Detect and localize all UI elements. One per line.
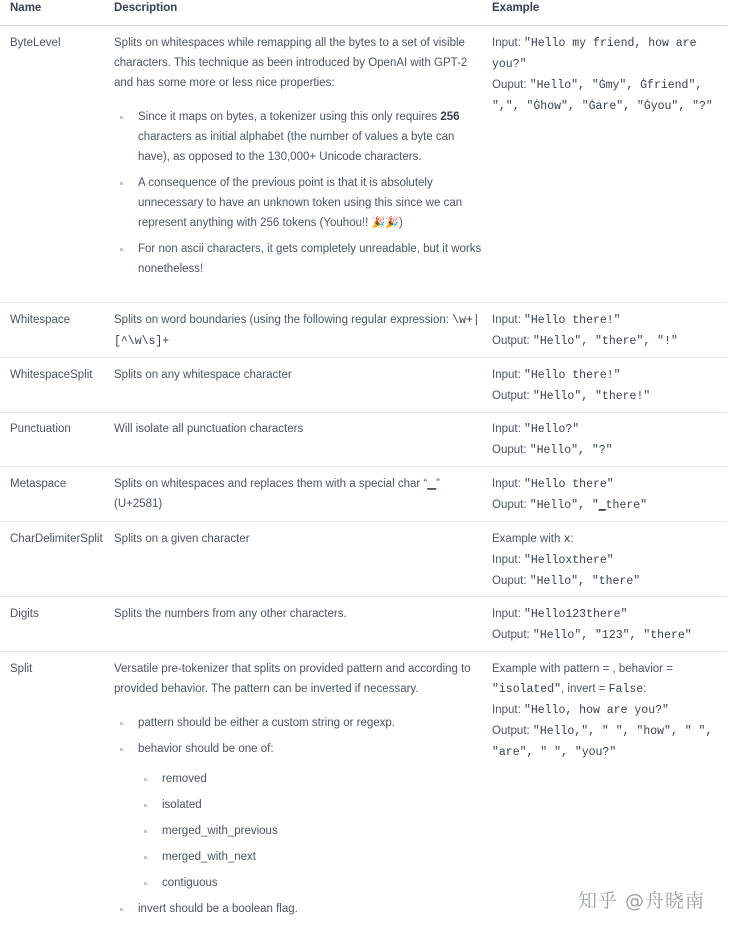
list-item: behavior should be one of: removed isolated merged_with_previous merged_with_next contiguous xyxy=(114,739,482,893)
row-name: Split xyxy=(10,663,33,675)
row-example: Input: "Hello?" Ouput: "Hello", "?" xyxy=(492,423,613,457)
list-item: Since it maps on bytes, a tokenizer using this only requires 256 characters as initial alphabet (the number of values a byte can have), as opposed to the 130,000+ Unicode characters. xyxy=(114,107,482,167)
row-example: Input: "Hello there!" Output: "Hello", "there", "!" xyxy=(492,314,678,348)
row-name: Metaspace xyxy=(10,478,67,490)
row-description: Splits the numbers from any other characters. xyxy=(114,608,347,620)
behavior-item: removed xyxy=(138,769,482,789)
row-description: Splits on whitespaces and replaces them with a special char “▁” (U+2581) xyxy=(114,478,440,510)
party-popper-icon: 🎉🎉 xyxy=(371,217,399,229)
row-description xyxy=(114,33,482,279)
list-item: pattern should be either a custom string or regexp. xyxy=(114,713,482,733)
row-example: Input: "Hello123there" Output: "Hello", "123", "there" xyxy=(492,608,692,642)
row-divider xyxy=(0,596,727,597)
behavior-item: merged_with_previous xyxy=(138,821,482,841)
behavior-list xyxy=(138,769,482,893)
row-description: Splits on word boundaries (using the following regular expression: \w+|[^\w\s]+ xyxy=(114,314,480,348)
row-name: CharDelimiterSplit xyxy=(10,533,103,545)
list-item: invert should be a boolean flag. xyxy=(114,899,482,919)
list-item: For non ascii characters, it gets completely unreadable, but it works nonetheless! xyxy=(114,239,482,279)
column-header-example: Example xyxy=(492,2,540,14)
column-header-name: Name xyxy=(10,2,42,14)
watermark: 知乎 @舟晓南 xyxy=(578,890,706,912)
column-header-description: Description xyxy=(114,2,178,14)
row-example: Example with pattern = , behavior = "isolated", invert = False: Input: "Hello, how are you?" Output: "Hello,", " ", "how", " ", "are", " ", "you?" xyxy=(492,663,713,759)
row-name: WhitespaceSplit xyxy=(10,369,93,381)
options-list xyxy=(114,713,482,919)
row-description xyxy=(114,659,482,919)
description-text: Versatile pre-tokenizer that splits on provided pattern and according to provided behavior. The pattern can be inverted if necessary. xyxy=(114,663,471,695)
properties-list xyxy=(114,107,482,279)
regex-code: \w+|[^\w\s]+ xyxy=(114,314,480,348)
row-name: Digits xyxy=(10,608,39,620)
row-example: Input: "Hello there!" Output: "Hello", "there!" xyxy=(492,369,651,403)
row-divider xyxy=(0,651,727,652)
row-name: Whitespace xyxy=(10,314,71,326)
row-name: Punctuation xyxy=(10,423,71,435)
behavior-item: contiguous xyxy=(138,873,482,893)
row-divider xyxy=(0,466,727,467)
row-example: Example with x: Input: "Helloxthere" Ouput: "Hello", "there" xyxy=(492,533,641,588)
row-example: Input: "Hello my friend, how are you?" Ouput: "Hello", "Ġmy", Ġfriend", ",", "Ġhow", "Ġare", "Ġyou", "?" xyxy=(492,37,713,113)
row-divider xyxy=(0,302,727,303)
row-description: Splits on a given character xyxy=(114,533,250,545)
row-description: Will isolate all punctuation characters xyxy=(114,423,304,435)
description-text: Splits on whitespaces while remapping all the bytes to a set of visible characters. This technique as been introduced by OpenAI with GPT-2 and has some more or less nice properties: xyxy=(114,37,468,89)
list-item: A consequence of the previous point is that it is absolutely unnecessary to have an unknown token using this since we can represent anything with 256 tokens (Youhou!! 🎉🎉) xyxy=(114,173,482,233)
behavior-item: isolated xyxy=(138,795,482,815)
row-divider xyxy=(0,412,727,413)
row-name: ByteLevel xyxy=(10,37,61,49)
row-example: Input: "Hello there" Ouput: "Hello", "▁there" xyxy=(492,478,648,512)
row-divider xyxy=(0,357,727,358)
header-divider xyxy=(0,25,727,26)
row-description: Splits on any whitespace character xyxy=(114,369,292,381)
row-divider xyxy=(0,521,727,522)
behavior-item: merged_with_next xyxy=(138,847,482,867)
